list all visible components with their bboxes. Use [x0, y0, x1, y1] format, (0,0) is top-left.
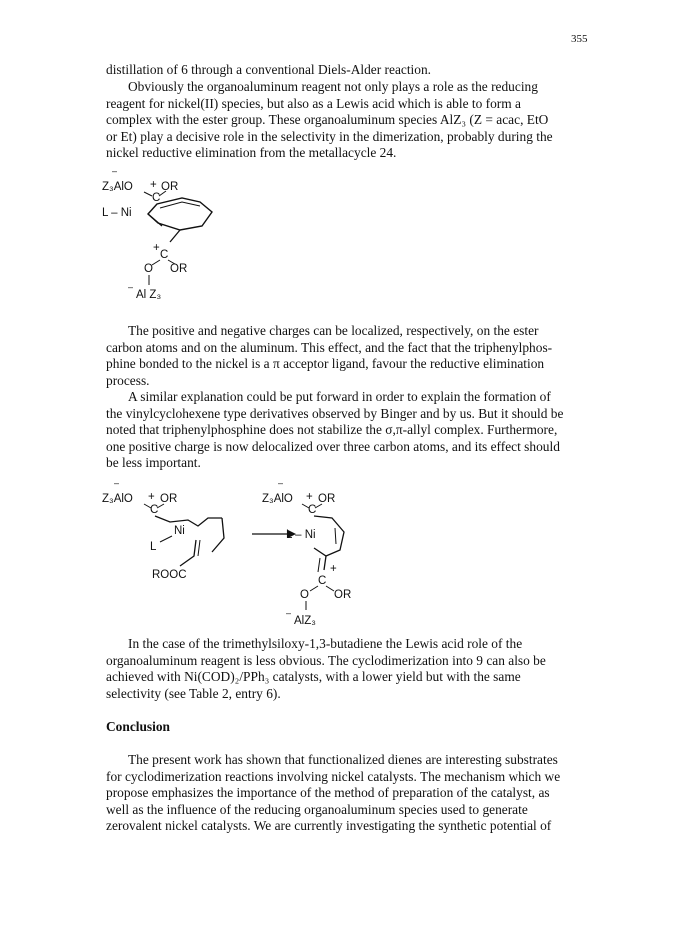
- text-line: distillation of 6 through a conventional Diels-Alder reaction.: [106, 62, 432, 77]
- label-c-mid: C: [318, 575, 327, 587]
- text-line: for cyclodimerization reactions involving nickel catalysts. The mechanism which we: [106, 768, 561, 784]
- paragraph-conclusion: [106, 752, 587, 835]
- text-line: achieved with Ni(COD)₂/PPh₃ catalysts, with a lower yield but with the same: [106, 669, 521, 685]
- label-plus: +: [306, 491, 313, 503]
- text-line: well as the influence of the reducing organoaluminum species used to generate: [106, 801, 528, 817]
- label-l: L: [150, 541, 157, 553]
- label-z3alo: Z₃AlO: [102, 493, 133, 505]
- label-or: OR: [160, 493, 178, 505]
- text-line: reagent for nickel(II) species, but also as a Lewis acid which is able to form a: [106, 95, 521, 111]
- text-line: carbon atoms and on the aluminum. This effect, and the fact that the triphenylphos-: [106, 339, 553, 355]
- label-l-ni: L – Ni: [286, 529, 316, 541]
- label-z3alo: Z₃AlO: [102, 181, 133, 193]
- page-number: 355: [571, 33, 588, 45]
- text-line: complex with the ester group. These organoaluminum species AlZ₃ (Z = acac, EtO: [106, 112, 549, 128]
- text-line: organoaluminum reagent is less obvious. The cyclodimerization into 9 can also be: [106, 652, 546, 668]
- label-or: OR: [161, 181, 179, 193]
- structure-figure-1: [100, 168, 250, 308]
- label-z3alo: Z₃AlO: [262, 493, 293, 505]
- text-line: Obviously the organoaluminum reagent not only plays a role as the reducing: [128, 79, 538, 94]
- label-o-mid: O: [144, 263, 153, 275]
- structure-figure-2: [100, 478, 400, 628]
- charge-minus: –: [286, 608, 292, 618]
- text-line: zerovalent nickel catalysts. We are currently investigating the synthetic potential of: [106, 818, 552, 834]
- paragraph-continuation: [106, 62, 587, 79]
- label-l-ni: L – Ni: [102, 207, 132, 219]
- charge-minus: –: [114, 478, 120, 488]
- paragraph-lewis-acid: [106, 79, 587, 162]
- paragraph-vinylcyclohexene: [106, 389, 587, 472]
- text-line: noted that triphenylphosphine does not stabilize the σ,π-allyl complex. Furthermore,: [106, 422, 558, 438]
- label-plus: +: [150, 179, 157, 191]
- label-alz3: AlZ₃: [294, 615, 316, 627]
- text-line: selectivity (see Table 2, entry 6).: [106, 685, 281, 701]
- text-line: be less important.: [106, 455, 201, 471]
- text-line: one positive charge is now delocalized over three carbon atoms, and its effect should: [106, 438, 560, 454]
- text-line: nickel reductive elimination from the metallacycle 24.: [106, 145, 397, 161]
- text-line: In the case of the trimethylsiloxy-1,3-butadiene the Lewis acid role of the: [128, 636, 523, 651]
- label-or-mid: OR: [170, 263, 188, 275]
- label-plus: +: [148, 491, 155, 503]
- label-or-mid: OR: [334, 589, 352, 601]
- charge-minus: –: [278, 478, 284, 488]
- label-ni: Ni: [174, 525, 185, 537]
- text-line: The present work has shown that functionalized dienes are interesting substrates: [128, 752, 558, 767]
- label-alz3: Al Z₃: [136, 289, 162, 301]
- label-plus-mid: +: [153, 242, 160, 254]
- label-c: C: [308, 504, 317, 516]
- label-c: C: [152, 192, 161, 204]
- charge-minus: –: [112, 168, 118, 176]
- text-line: the vinylcyclohexene type derivatives observed by Binger and by us. But it should be: [106, 405, 564, 421]
- label-plus-mid: +: [330, 563, 337, 575]
- paragraph-charges: [106, 323, 587, 389]
- text-line: The positive and negative charges can be localized, respectively, on the ester: [128, 323, 539, 338]
- text-line: phine bonded to the nickel is a π acceptor ligand, favour the reductive elimination: [106, 356, 545, 372]
- label-o-mid: O: [300, 589, 309, 601]
- text-line: propose emphasizes the importance of the method of preparation of the catalyst, as: [106, 785, 550, 801]
- paragraph-trimethylsiloxy: [106, 636, 587, 702]
- text-line: A similar explanation could be put forward in order to explain the formation of: [128, 389, 551, 404]
- label-or: OR: [318, 493, 336, 505]
- label-c-mid: C: [160, 249, 169, 261]
- label-rooc: ROOC: [152, 569, 187, 581]
- section-heading-conclusion: Conclusion: [106, 719, 170, 734]
- charge-minus: –: [128, 282, 134, 292]
- text-line: process.: [106, 372, 150, 388]
- text-line: or Et) play a decisive role in the selectivity in the dimerization, probably during the: [106, 128, 553, 144]
- label-c: C: [150, 504, 159, 516]
